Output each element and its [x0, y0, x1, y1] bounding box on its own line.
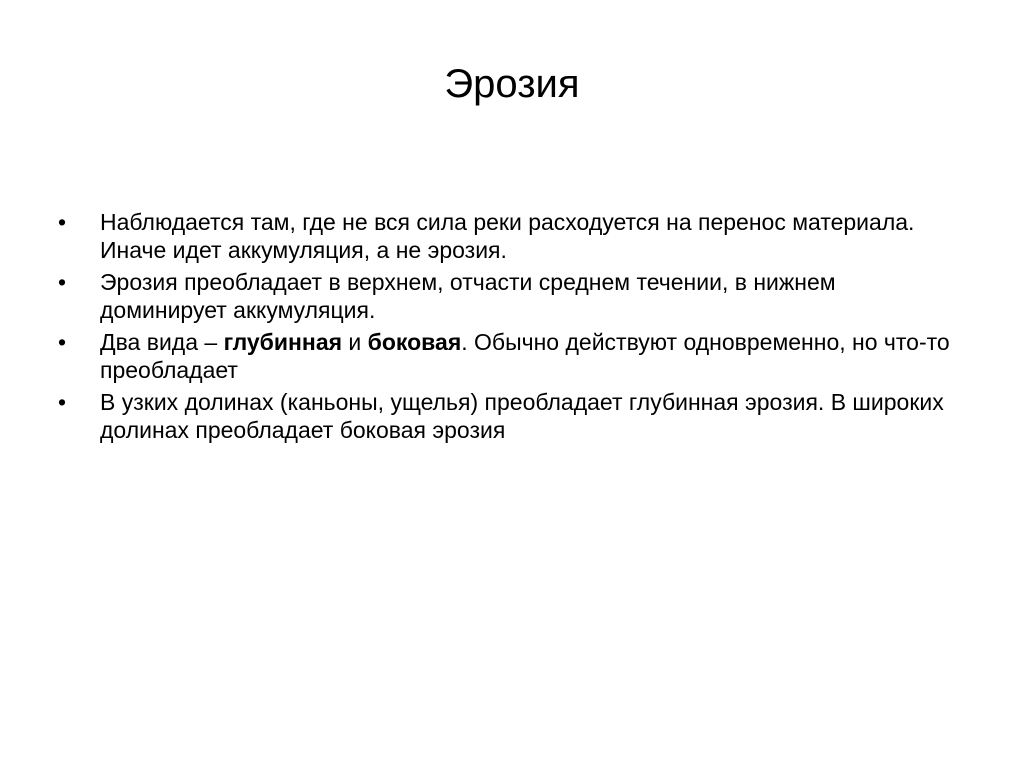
- bullet-dot-icon: •: [58, 329, 67, 355]
- bullet-text: Наблюдается там, где не вся сила реки расходуется на перенос материала. Иначе идет аккумуляция, а не эрозия.: [100, 209, 915, 263]
- bullet-item: [58, 208, 958, 264]
- bullet-dot-icon: •: [58, 269, 67, 295]
- bullet-text-part: Два вида –: [100, 329, 224, 355]
- bullet-text-part: . Обычно действуют одновременно, но что-то преобладает: [100, 329, 950, 383]
- bullet-item: [58, 388, 958, 444]
- bold-term-deep: глубинная: [223, 329, 343, 355]
- bullet-text: [100, 329, 950, 383]
- bullet-dot-icon: •: [58, 389, 67, 415]
- slide-title: Эрозия: [444, 62, 580, 106]
- bullet-item: [58, 268, 958, 324]
- bullet-text: Эрозия преобладает в верхнем, отчасти среднем течении, в нижнем доминирует аккумуляция.: [100, 269, 836, 323]
- bullet-text: В узких долинах (каньоны, ущелья) преобладает глубинная эрозия. В широких долинах преобладает боковая эрозия: [100, 389, 944, 443]
- bullet-text-part: и: [342, 329, 368, 355]
- bullet-item: [58, 328, 958, 384]
- bold-term-lateral: боковая: [367, 329, 462, 355]
- bullet-list: [58, 208, 958, 448]
- bullet-dot-icon: •: [58, 209, 67, 235]
